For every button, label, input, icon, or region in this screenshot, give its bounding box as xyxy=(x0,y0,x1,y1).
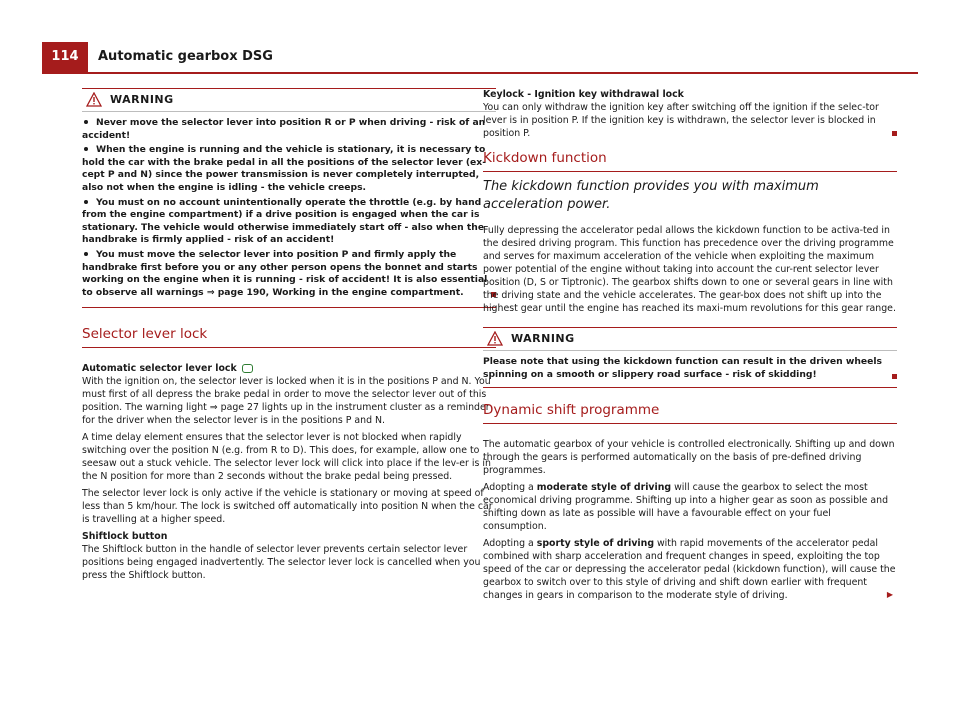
subheading: Shiftlock button xyxy=(82,531,168,543)
section-heading: Dynamic shift programme xyxy=(483,404,897,424)
warning-title: WARNING xyxy=(511,332,575,345)
paragraph: With the ignition on, the selector lever is locked when it is in the positions P and N. You must first of all depress the brake pedal in order to move the selector lever out of this position. The warning light ⇒ page 27 lights up in the instrument cluster as a reminder for the driver when the selector lever is in the positions P and N. xyxy=(82,376,491,427)
warning-box xyxy=(82,88,496,308)
end-marker-icon xyxy=(892,374,897,379)
paragraph: The Shiftlock button in the handle of selector lever prevents certain selector lever positions being engaged inadvertently. The selector lever lock is cancelled when you press the Shiftlock button. xyxy=(82,544,481,582)
paragraph: You can only withdraw the ignition key after switching off the ignition if the selec-tor lever is in position P. If the ignition key is withdrawn, the selector lever is blocked in position P. xyxy=(483,101,897,140)
paragraph: Adopting a moderate style of driving will cause the gearbox to select the most economical driving programme. Shifting up into a higher gear as soon as possible and shifting down as late as possible will have a favourable effect on your fuel consumption. xyxy=(483,482,889,533)
subheading: Keylock - Ignition key withdrawal lock xyxy=(483,89,684,100)
section-heading: Selector lever lock xyxy=(82,328,496,348)
bullet-icon xyxy=(84,200,88,204)
page-title: Automatic gearbox DSG xyxy=(98,49,273,64)
warning-header xyxy=(82,89,496,112)
paragraph: Adopting a sporty style of driving with rapid movements of the accelerator pedal combined with sharp acceleration and frequent changes in speed, exploiting the top speed of the car or depressing the accelerator pedal (kickdown function), will cause the gearbox to switch over to this style of driving and shift down earlier with frequent changes in gears in comparison to the moderate style of driving. ▶ xyxy=(483,538,896,602)
bullet-icon xyxy=(84,120,88,124)
warning-item: You must on no account unintentionally operate the throttle (e.g. by hand from the engine compartment) if a drive position is engaged when the car is stationary. The vehicle would otherwise immediately start off - also when the handbrake is firmly applied - risk of an accident! xyxy=(82,196,485,246)
warning-box xyxy=(483,327,897,388)
page-header xyxy=(42,42,918,74)
end-marker-icon xyxy=(892,131,897,136)
section-heading: Kickdown function xyxy=(483,152,897,172)
right-column xyxy=(483,88,897,606)
paragraph: A time delay element ensures that the selector lever is not blocked when rapidly switching over the position N (e.g. from R to D). This does, for example, allow one to seesaw out a stuck vehicle. The selector lever lock will click into place if the lev-er is in the N position for more than 2 seconds without the brake pedal being pressed. xyxy=(82,432,491,483)
lock-warning-light-icon xyxy=(242,364,253,373)
left-column xyxy=(82,88,496,586)
warning-title: WARNING xyxy=(110,93,174,106)
warning-triangle-icon xyxy=(86,92,102,107)
warning-body: Please note that using the kickdown function can result in the driven wheels spinning on a smooth or slippery road surface - risk of skidding! xyxy=(483,351,897,387)
bullet-icon xyxy=(84,252,88,256)
warning-item: Never move the selector lever into position R or P when driving - risk of an accident! xyxy=(82,117,486,141)
paragraph: The automatic gearbox of your vehicle is controlled electronically. Shifting up and down through the gears is performed automatically on the basis of pre-defined driving programmes. xyxy=(483,439,895,477)
continue-arrow-icon: ▶ xyxy=(886,590,893,600)
bullet-icon xyxy=(84,147,88,151)
paragraph: Fully depressing the accelerator pedal allows the kickdown function to be activa-ted in the desired driving program. This function has precedence over the driving programme and serves for maximum acceleration of the vehicle when exploiting the maximum power potential of the engine without taking into account the cur-rent selector lever position (D, S or Tiptronic). The gearbox shifts down to one or several gears in line with the driving state and the vehicle accelerates. The gear-box does not shift up into the highest gear until the engine has reached its maxi-mum revolutions for this gear range. xyxy=(483,225,896,314)
warning-item: You must move the selector lever into position P and firmly apply the handbrake first before you or any other person opens the bonnet and starts working on the engine when it is running - risk of accident! It is also essential to observe all warnings ⇒ page 190, Working in the engine compartment. xyxy=(82,249,496,299)
page-number: 114 xyxy=(42,42,88,72)
paragraph: The selector lever lock is only active if the vehicle is stationary or moving at speed of less than 5 km/hour. The lock is switched off automatically into position N when the car is travelling at a higher speed. xyxy=(82,488,493,526)
subheading: Automatic selector lever lock xyxy=(82,362,496,375)
warning-header xyxy=(483,328,897,351)
warning-item: When the engine is running and the vehicle is stationary, it is necessary to hold the car with the brake pedal in all the positions of the selector lever (ex-cept P and N) since the power transmission is never completely interrupted, also not when the engine is idling - the vehicle creeps. xyxy=(82,144,487,193)
lead-text: The kickdown function provides you with maximum acceleration power. xyxy=(483,179,819,212)
warning-triangle-icon xyxy=(487,331,503,346)
warning-body xyxy=(82,112,496,307)
